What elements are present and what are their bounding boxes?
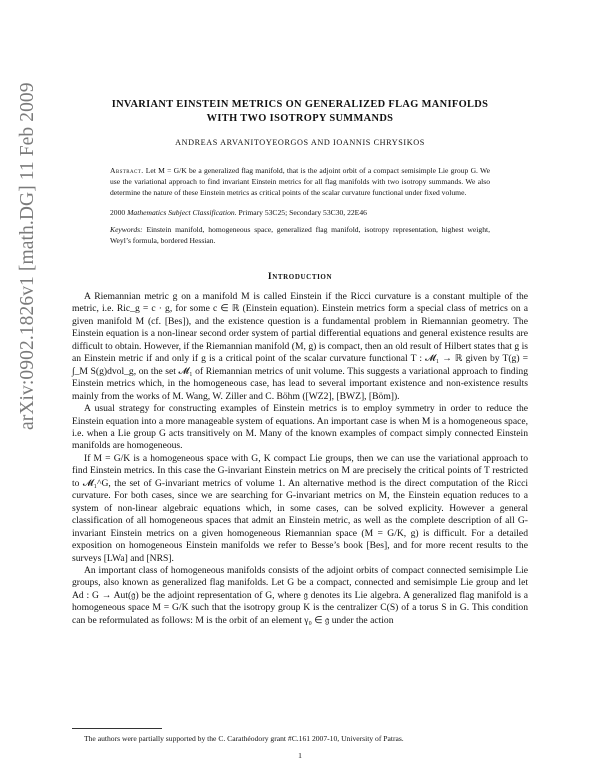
abstract-text: Let M = G/K be a generalized flag manifold, that is the adjoint orbit of a compact semisimple Lie group G. We use the variational approach to find invariant Einstein metrics for all flag manifolds with two isotropy summands. We also determine the nature of these Einstein metrics as critical points of the scalar curvature functional under fixed volume. (110, 166, 490, 197)
keywords (110, 224, 490, 246)
footnote: The authors were partially supported by the C. Carathéodory grant #C.161 2007-10, University of Patras. (84, 734, 404, 743)
paragraph: A Riemannian metric g on a manifold M is called Einstein if the Ricci curvature is a constant multiple of the metric, i.e. Ric_g = c · g, for some c ∈ ℝ (Einstein equation). Einstein metrics form a special class of metrics on a given manifold M (cf. [Bes]), and the existence question is a fundamental problem in Riemannian geometry. The Einstein equation is a non-linear second order system of partial differential equations and general existence results are difficult to obtain. However, if the Riemannian manifold (M, g) is compact, then an old result of Hilbert states that g is an Einstein metric if and only if g is a critical point of the scalar curvature functional T : 𝓜₁ → ℝ given by T(g) = ∫_M S(g)dvol_g, on the set 𝓜₁ of Riemannian metrics of unit volume. This suggests a variational approach to finding Einstein metrics which, in the homogeneous case, has lead to several important existence and non-existence results mainly from the works of M. Wang, W. Ziller and C. Böhm ([WZ2], [BWZ], [Böm]). (72, 291, 528, 402)
keywords-label: Keywords: (110, 225, 143, 234)
keywords-text: Einstein manifold, homogeneous space, generalized flag manifold, isotropy representation, highest weight, Weyl’s formula, bordered Hessian. (110, 225, 491, 245)
msc-text: Primary 53C25; Secondary 53C30, 22E46 (238, 208, 367, 217)
msc-label: Mathematics Subject Classification. (127, 208, 237, 217)
footnote-rule (72, 728, 162, 729)
paragraph: A usual strategy for constructing examples of Einstein metrics is to employ symmetry in order to reduce the Einstein equation into a more manageable system of equations. An important case is when M is a homogeneous space, i.e. when a Lie group G acts transitively on M. Many of the known examples of compact simply connected Einstein manifolds are homogeneous. (72, 403, 528, 452)
paragraph: If M = G/K is a homogeneous space with G, K compact Lie groups, then we can use the variational approach to find Einstein metrics. In this case the G-invariant Einstein metrics on M are precisely the critical points of T restricted to 𝓜₁^G, the set of G-invariant metrics of volume 1. An alternative method is the direct computation of the Ricci curvature. For both cases, since we are searching for G-invariant metrics on M, the Einstein equation reduces to a system of non-linear algebraic equations which, in some cases, can be solved explicity. However a general classification of all homogeneous spaces that admit an Einstein metric, as well as the complete description of all G-invariant Einstein metrics on a given homogeneous Riemannian space (M = G/K, g) is difficult. For a detailed exposition on homogeneous Einstein manifolds we refer to Besse’s book [Bes], and for more recent results to the surveys [LWa] and [NRS]. (72, 452, 528, 564)
paper-content (72, 98, 528, 627)
abstract-label: Abstract. (110, 166, 144, 175)
title-line-2: WITH TWO ISOTROPY SUMMANDS (206, 113, 394, 124)
paper-title (72, 98, 528, 126)
abstract-block (110, 165, 490, 246)
introduction-body (72, 291, 528, 627)
msc-year: 2000 (110, 208, 126, 217)
section-title-introduction: Introduction (267, 271, 333, 282)
paper-authors: ANDREAS ARVANITOYEORGOS AND IOANNIS CHRYSIKOS (175, 138, 425, 147)
msc-classification (110, 207, 490, 218)
abstract (110, 165, 490, 198)
page-number: 1 (298, 751, 302, 760)
paragraph: An important class of homogeneous manifolds consists of the adjoint orbits of compact connected semisimple Lie groups, also known as generalized flag manifolds. Let G be a compact, connected and semisimple Lie group and let Ad : G → Aut(𝔤) be the adjoint representation of G, where 𝔤 denotes its Lie algebra. A generalized flag manifold is a homogeneous space M = G/K such that the isotropy group K is the centralizer C(S) of a torus S in G. This condition can be reformulated as follows: M is the orbit of an element γ₀ ∈ 𝔤 under the action (72, 564, 528, 626)
title-line-1: INVARIANT EINSTEIN METRICS ON GENERALIZED FLAG MANIFOLDS (111, 99, 489, 110)
arxiv-identifier-stamp: arXiv:0902.1826v1 [math.DG] 11 Feb 2009 (17, 82, 38, 430)
